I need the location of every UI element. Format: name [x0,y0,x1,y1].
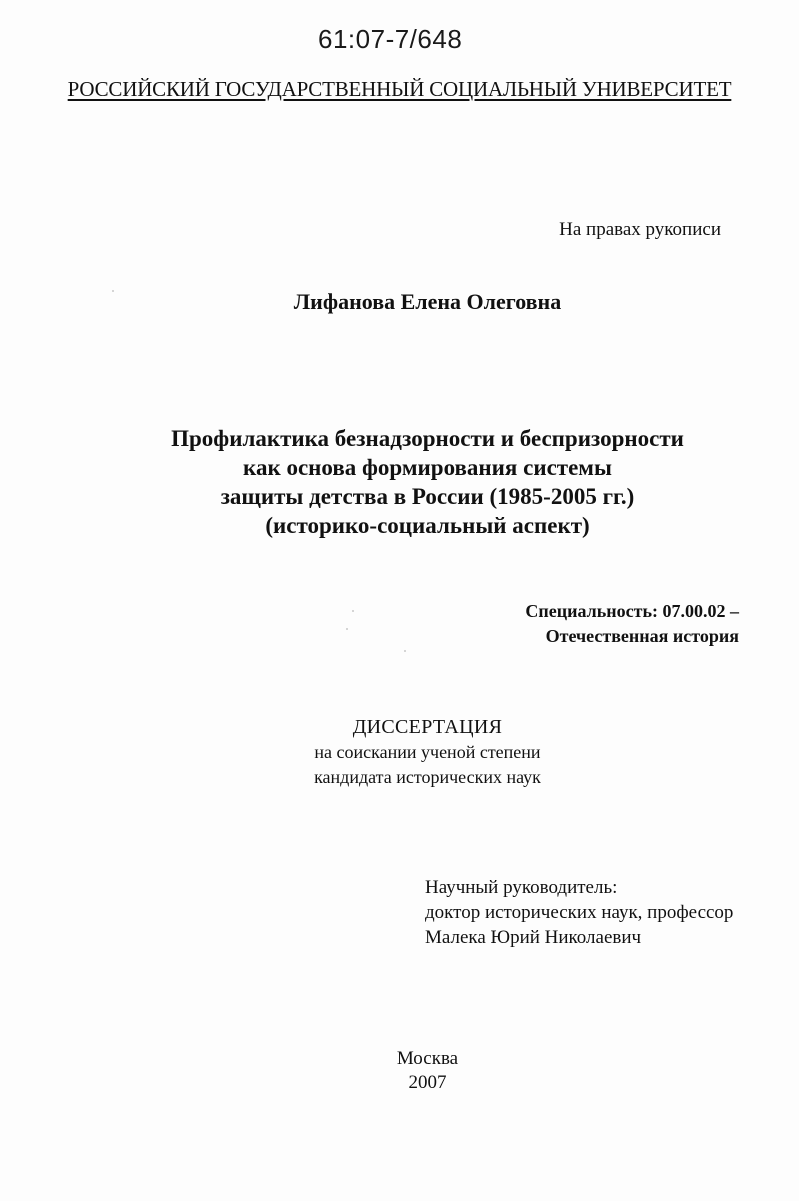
supervisor-degree: доктор исторических наук, профессор [425,902,734,923]
title-line: как основа формирования системы [243,455,612,480]
supervisor-block [425,875,733,950]
scan-speck [346,628,348,630]
dissertation-type: ДИССЕРТАЦИЯ [352,716,503,738]
degree-line-2: кандидата исторических наук [314,767,541,787]
supervisor-label: Научный руководитель: [425,877,618,898]
title-line: Профилактика безнадзорности и беспризорности [171,426,684,451]
university-name: РОССИЙСКИЙ ГОСУДАРСТВЕННЫЙ СОЦИАЛЬНЫЙ УНИВЕРСИТЕТ [67,77,732,101]
place-year-block [0,1047,799,1095]
degree-line-1: на соискании ученой степени [314,742,541,762]
archive-code: 61:07-7/648 [318,24,463,54]
dissertation-block [0,715,799,790]
title-line: (историко-социальный аспект) [265,513,590,538]
year: 2007 [408,1072,447,1093]
author-name: Лифанова Елена Олеговна [293,289,562,314]
specialty-block [525,599,739,649]
dissertation-title [0,424,799,540]
specialty-name: Отечественная история [545,626,739,646]
specialty-code: Специальность: 07.00.02 – [525,601,739,621]
scan-speck [112,290,114,292]
manuscript-rights-note: На правах рукописи [559,219,721,240]
title-line: защиты детства в России (1985-2005 гг.) [220,484,635,509]
supervisor-name: Малека Юрий Николаевич [425,927,642,948]
city: Москва [396,1048,459,1069]
scan-speck [404,650,406,652]
scan-speck [352,610,354,612]
